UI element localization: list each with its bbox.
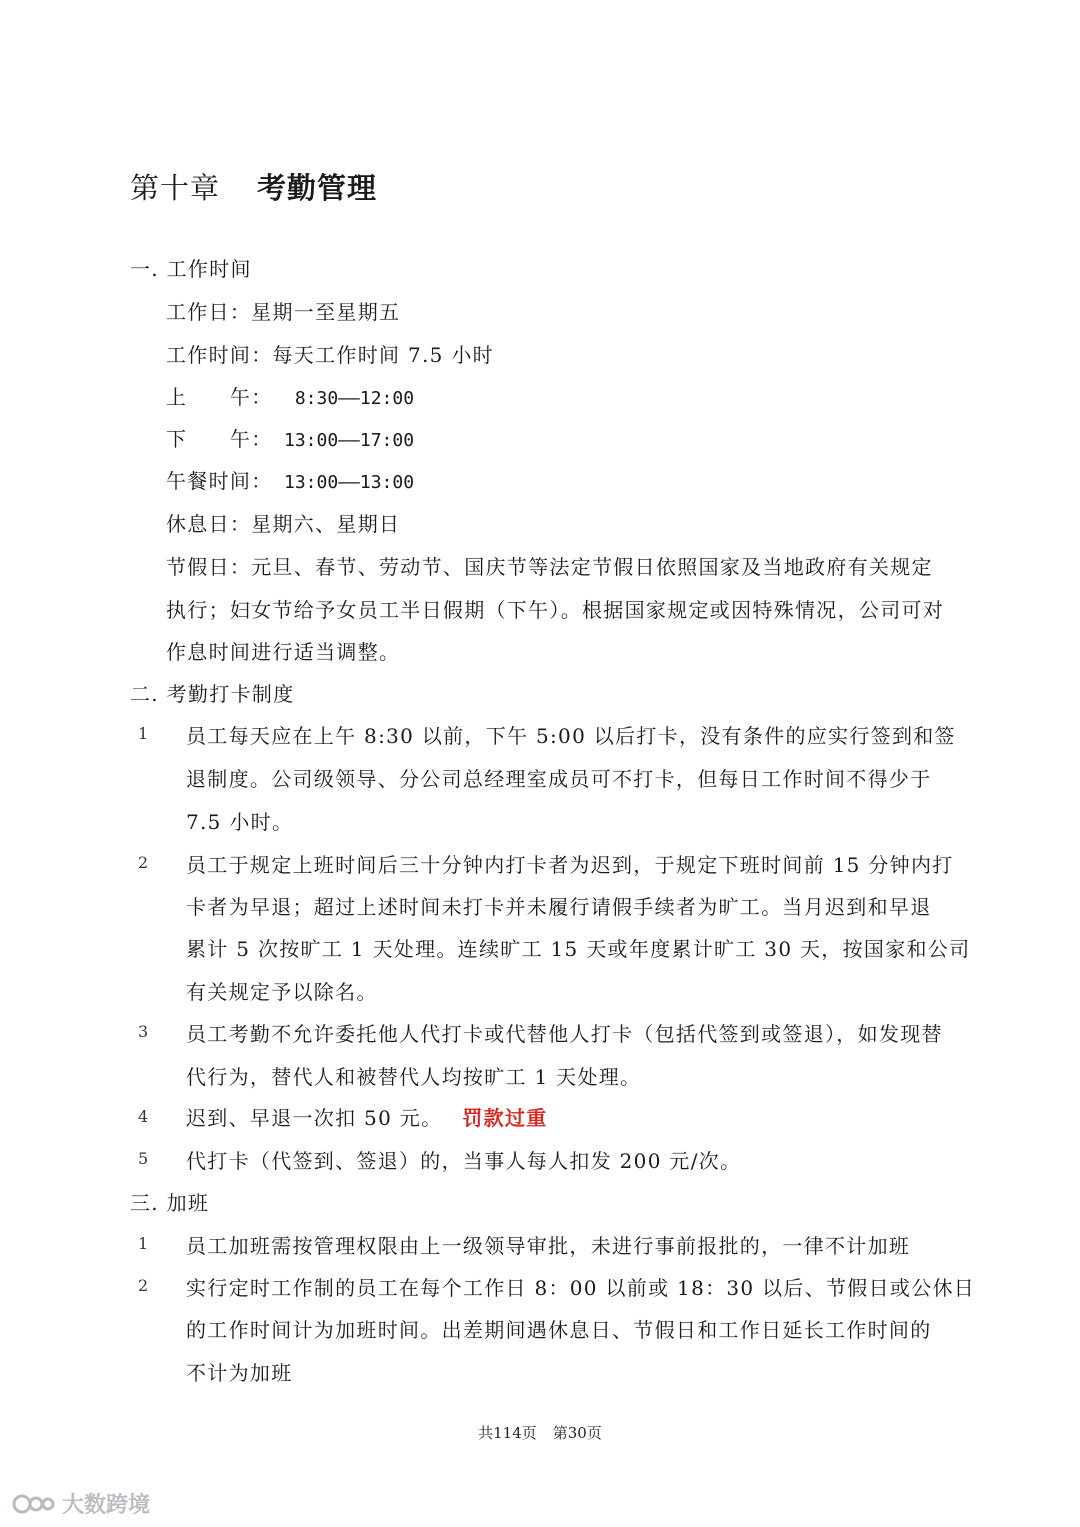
list-item-line: 退制度。公司级领导、分公司总经理室成员可不打卡，但每日工作时间不得少于 [186, 767, 932, 791]
holidays-line-1: 节假日：元旦、春节、劳动节、国庆节等法定节假日依照国家及当地政府有关规定 [166, 555, 933, 579]
list-item-number: 3 [138, 1022, 149, 1041]
list-item-line [186, 1102, 548, 1131]
list-item-number: 2 [138, 853, 149, 872]
list-item-line: 累计 5 次按旷工 1 天处理。连续旷工 15 天或年度累计旷工 30 天，按国家和公司 [186, 937, 971, 961]
list-item-line: 实行定时工作制的员工在每个工作日 8：00 以前或 18：30 以后、节假日或公休日 [186, 1276, 976, 1300]
total-pages: 共114页 [478, 1424, 537, 1442]
current-page: 第30页 [552, 1424, 602, 1442]
lunch-hours-line [166, 465, 414, 494]
chapter-number: 第十章 [130, 171, 221, 205]
chapter-title: 考勤管理 [257, 171, 378, 205]
afternoon-hours-line [166, 423, 414, 452]
watermark [12, 1488, 150, 1519]
list-item-line: 卡者为早退；超过上述时间未打卡并未履行请假手续者为旷工。当月迟到和早退 [186, 895, 932, 919]
morning-hours-line [166, 381, 414, 410]
list-item-line: 不计为加班 [186, 1361, 293, 1385]
section-heading-attendance: 二. 考勤打卡制度 [130, 682, 295, 706]
section-heading-overtime: 三. 加班 [130, 1191, 210, 1215]
list-item-line: 有关规定予以除名。 [186, 980, 378, 1004]
watermark-text: 大数跨境 [62, 1493, 151, 1518]
fine-rule-text: 迟到、早退一次扣 50 元。 [186, 1106, 443, 1130]
holidays-line-3: 作息时间进行适当调整。 [166, 640, 401, 664]
list-item-line: 的工作时间计为加班时间。出差期间遇休息日、节假日和工作日延长工作时间的 [186, 1318, 932, 1342]
list-item-line: 代打卡（代签到、签退）的，当事人每人扣发 200 元/次。 [186, 1149, 742, 1173]
chapter-heading [130, 166, 377, 207]
section-heading-work-time: 一. 工作时间 [130, 257, 252, 281]
afternoon-label: 下 午： [166, 427, 273, 451]
afternoon-time: 13:00——17:00 [284, 430, 415, 451]
holidays-line-2: 执行；妇女节给予女员工半日假期（下午）。根据国家规定或因特殊情况，公司可对 [166, 598, 945, 622]
list-item-line: 员工加班需按管理权限由上一级领导审批，未进行事前报批的，一律不计加班 [186, 1234, 911, 1258]
lunch-label: 午餐时间： [166, 469, 273, 493]
list-item-line: 员工于规定上班时间后三十分钟内打卡者为迟到，于规定下班时间前 15 分钟内打 [186, 853, 954, 877]
morning-label: 上 午： [166, 385, 273, 409]
rest-days-line: 休息日：星期六、星期日 [166, 512, 401, 536]
lunch-time: 13:00——13:00 [284, 472, 415, 493]
workdays-line: 工作日：星期一至星期五 [166, 300, 401, 324]
page-footer [0, 1422, 1080, 1443]
list-item-number: 5 [138, 1149, 149, 1168]
list-item-line: 员工考勤不允许委托他人代打卡或代替他人打卡（包括代签到或签退），如发现替 [186, 1022, 943, 1046]
list-item-number: 1 [138, 1234, 149, 1253]
watermark-logo-icon [12, 1491, 56, 1517]
list-item-line: 员工每天应在上午 8:30 以前，下午 5:00 以后打卡，没有条件的应实行签到和签 [186, 724, 956, 748]
list-item-line: 7.5 小时。 [186, 810, 294, 834]
list-item-number: 1 [138, 724, 149, 743]
list-item-number: 4 [138, 1107, 149, 1126]
list-item-number: 2 [138, 1276, 149, 1295]
list-item-line: 代行为，替代人和被替代人均按旷工 1 天处理。 [186, 1065, 642, 1089]
morning-time: 8:30——12:00 [284, 388, 415, 409]
work-hours-line: 工作时间：每天工作时间 7.5 小时 [166, 343, 494, 367]
annotation-excessive-fine: 罚款过重 [462, 1106, 548, 1130]
